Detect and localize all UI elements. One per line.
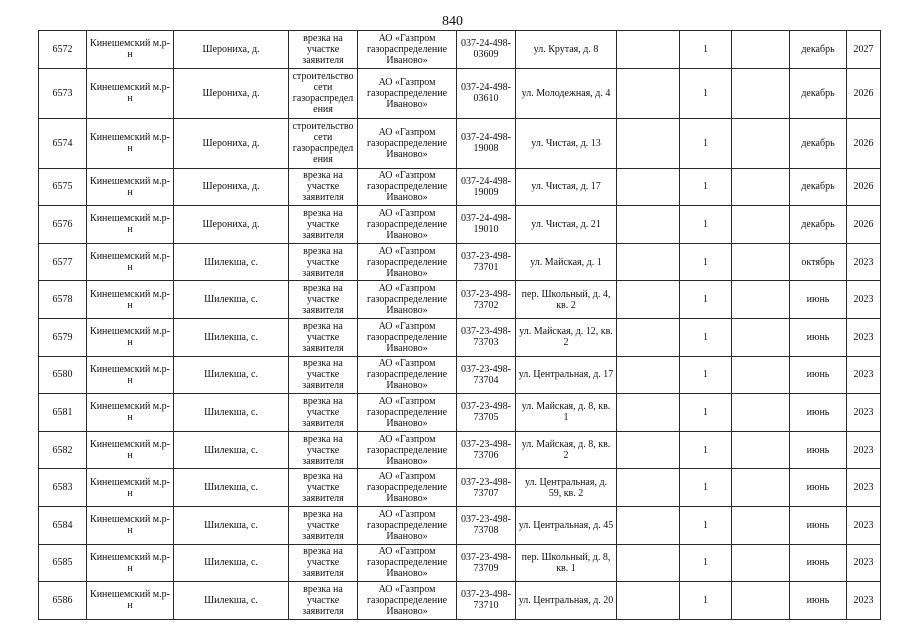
work-type-cell: врезка на участке заявителя xyxy=(289,168,358,206)
table-row xyxy=(39,431,881,469)
quantity-cell: 1 xyxy=(680,506,732,544)
settlement-cell: Шилекша, с. xyxy=(174,281,289,319)
month-cell: июнь xyxy=(790,356,847,394)
object-code-cell: 037-23-498-73701 xyxy=(457,243,516,281)
district-cell: Кинешемский м.р-н xyxy=(87,582,174,620)
quantity-cell: 1 xyxy=(680,281,732,319)
district-cell: Кинешемский м.р-н xyxy=(87,118,174,168)
settlement-cell: Шилекша, с. xyxy=(174,243,289,281)
work-type-cell: врезка на участке заявителя xyxy=(289,431,358,469)
quantity-cell: 1 xyxy=(680,168,732,206)
empty-cell xyxy=(617,168,680,206)
district-cell: Кинешемский м.р-н xyxy=(87,318,174,356)
address-cell: пер. Школьный, д. 8, кв. 1 xyxy=(516,544,617,582)
year-cell: 2023 xyxy=(847,356,881,394)
address-cell: ул. Чистая, д. 17 xyxy=(516,168,617,206)
address-cell: ул. Крутая, д. 8 xyxy=(516,31,617,69)
organization-cell: АО «Газпром газораспределение Иваново» xyxy=(358,356,457,394)
settlement-cell: Шерониха, д. xyxy=(174,31,289,69)
address-cell: ул. Майская, д. 12, кв. 2 xyxy=(516,318,617,356)
empty-cell xyxy=(617,31,680,69)
district-cell: Кинешемский м.р-н xyxy=(87,544,174,582)
row-number-cell: 6573 xyxy=(39,68,87,118)
table-row xyxy=(39,243,881,281)
month-cell: июнь xyxy=(790,582,847,620)
table-row xyxy=(39,68,881,118)
year-cell: 2023 xyxy=(847,469,881,507)
page-number: 840 xyxy=(442,14,463,29)
month-cell: декабрь xyxy=(790,68,847,118)
empty-cell xyxy=(617,582,680,620)
row-number-cell: 6581 xyxy=(39,394,87,432)
table-row xyxy=(39,506,881,544)
row-number-cell: 6572 xyxy=(39,31,87,69)
organization-cell: АО «Газпром газораспределение Иваново» xyxy=(358,31,457,69)
district-cell: Кинешемский м.р-н xyxy=(87,68,174,118)
object-code-cell: 037-23-498-73708 xyxy=(457,506,516,544)
object-code-cell: 037-23-498-73702 xyxy=(457,281,516,319)
year-cell: 2026 xyxy=(847,206,881,244)
empty-cell xyxy=(617,206,680,244)
empty-cell xyxy=(617,431,680,469)
empty-cell xyxy=(617,544,680,582)
empty-cell xyxy=(617,68,680,118)
year-cell: 2023 xyxy=(847,431,881,469)
year-cell: 2023 xyxy=(847,506,881,544)
row-number-cell: 6576 xyxy=(39,206,87,244)
row-number-cell: 6586 xyxy=(39,582,87,620)
district-cell: Кинешемский м.р-н xyxy=(87,431,174,469)
month-cell: июнь xyxy=(790,431,847,469)
work-type-cell: строительство сети газораспределения xyxy=(289,68,358,118)
quantity-cell: 1 xyxy=(680,469,732,507)
settlement-cell: Шерониха, д. xyxy=(174,68,289,118)
empty-cell xyxy=(732,544,790,582)
year-cell: 2023 xyxy=(847,544,881,582)
row-number-cell: 6575 xyxy=(39,168,87,206)
empty-cell xyxy=(732,31,790,69)
month-cell: июнь xyxy=(790,469,847,507)
settlement-cell: Шилекша, с. xyxy=(174,582,289,620)
empty-cell xyxy=(732,318,790,356)
work-type-cell: врезка на участке заявителя xyxy=(289,506,358,544)
address-cell: ул. Центральная, д. 59, кв. 2 xyxy=(516,469,617,507)
organization-cell: АО «Газпром газораспределение Иваново» xyxy=(358,243,457,281)
district-cell: Кинешемский м.р-н xyxy=(87,206,174,244)
district-cell: Кинешемский м.р-н xyxy=(87,168,174,206)
empty-cell xyxy=(617,281,680,319)
address-cell: ул. Майская, д. 1 xyxy=(516,243,617,281)
organization-cell: АО «Газпром газораспределение Иваново» xyxy=(358,544,457,582)
organization-cell: АО «Газпром газораспределение Иваново» xyxy=(358,168,457,206)
work-type-cell: врезка на участке заявителя xyxy=(289,281,358,319)
object-code-cell: 037-24-498-03610 xyxy=(457,68,516,118)
organization-cell: АО «Газпром газораспределение Иваново» xyxy=(358,118,457,168)
year-cell: 2026 xyxy=(847,168,881,206)
object-code-cell: 037-24-498-19010 xyxy=(457,206,516,244)
empty-cell xyxy=(617,118,680,168)
table-row xyxy=(39,394,881,432)
year-cell: 2023 xyxy=(847,582,881,620)
empty-cell xyxy=(617,506,680,544)
work-type-cell: врезка на участке заявителя xyxy=(289,582,358,620)
month-cell: июнь xyxy=(790,506,847,544)
work-type-cell: врезка на участке заявителя xyxy=(289,394,358,432)
quantity-cell: 1 xyxy=(680,31,732,69)
row-number-cell: 6584 xyxy=(39,506,87,544)
table-row xyxy=(39,318,881,356)
settlement-cell: Шерониха, д. xyxy=(174,168,289,206)
organization-cell: АО «Газпром газораспределение Иваново» xyxy=(358,281,457,319)
empty-cell xyxy=(617,469,680,507)
empty-cell xyxy=(732,431,790,469)
year-cell: 2026 xyxy=(847,118,881,168)
settlement-cell: Шерониха, д. xyxy=(174,206,289,244)
year-cell: 2023 xyxy=(847,394,881,432)
organization-cell: АО «Газпром газораспределение Иваново» xyxy=(358,431,457,469)
empty-cell xyxy=(732,394,790,432)
settlement-cell: Шилекша, с. xyxy=(174,544,289,582)
empty-cell xyxy=(732,281,790,319)
settlement-cell: Шилекша, с. xyxy=(174,506,289,544)
row-number-cell: 6585 xyxy=(39,544,87,582)
row-number-cell: 6582 xyxy=(39,431,87,469)
quantity-cell: 1 xyxy=(680,431,732,469)
organization-cell: АО «Газпром газораспределение Иваново» xyxy=(358,506,457,544)
empty-cell xyxy=(617,243,680,281)
year-cell: 2023 xyxy=(847,281,881,319)
empty-cell xyxy=(732,356,790,394)
month-cell: июнь xyxy=(790,394,847,432)
empty-cell xyxy=(732,68,790,118)
district-cell: Кинешемский м.р-н xyxy=(87,243,174,281)
district-cell: Кинешемский м.р-н xyxy=(87,394,174,432)
object-code-cell: 037-23-498-73707 xyxy=(457,469,516,507)
address-cell: ул. Майская, д. 8, кв. 2 xyxy=(516,431,617,469)
table-row xyxy=(39,582,881,620)
settlement-cell: Шилекша, с. xyxy=(174,356,289,394)
district-cell: Кинешемский м.р-н xyxy=(87,356,174,394)
address-cell: ул. Центральная, д. 20 xyxy=(516,582,617,620)
address-cell: ул. Майская, д. 8, кв. 1 xyxy=(516,394,617,432)
row-number-cell: 6583 xyxy=(39,469,87,507)
district-cell: Кинешемский м.р-н xyxy=(87,469,174,507)
organization-cell: АО «Газпром газораспределение Иваново» xyxy=(358,582,457,620)
month-cell: июнь xyxy=(790,281,847,319)
organization-cell: АО «Газпром газораспределение Иваново» xyxy=(358,318,457,356)
object-code-cell: 037-23-498-73709 xyxy=(457,544,516,582)
month-cell: декабрь xyxy=(790,118,847,168)
object-code-cell: 037-23-498-73703 xyxy=(457,318,516,356)
settlement-cell: Шилекша, с. xyxy=(174,318,289,356)
empty-cell xyxy=(732,118,790,168)
empty-cell xyxy=(732,206,790,244)
address-cell: ул. Чистая, д. 13 xyxy=(516,118,617,168)
empty-cell xyxy=(732,469,790,507)
empty-cell xyxy=(617,356,680,394)
month-cell: октябрь xyxy=(790,243,847,281)
organization-cell: АО «Газпром газораспределение Иваново» xyxy=(358,206,457,244)
row-number-cell: 6577 xyxy=(39,243,87,281)
quantity-cell: 1 xyxy=(680,394,732,432)
work-type-cell: врезка на участке заявителя xyxy=(289,243,358,281)
quantity-cell: 1 xyxy=(680,356,732,394)
work-type-cell: строительство сети газораспределения xyxy=(289,118,358,168)
settlement-cell: Шилекша, с. xyxy=(174,394,289,432)
empty-cell xyxy=(732,506,790,544)
empty-cell xyxy=(617,318,680,356)
organization-cell: АО «Газпром газораспределение Иваново» xyxy=(358,469,457,507)
work-type-cell: врезка на участке заявителя xyxy=(289,318,358,356)
row-number-cell: 6574 xyxy=(39,118,87,168)
table-row xyxy=(39,168,881,206)
quantity-cell: 1 xyxy=(680,318,732,356)
object-code-cell: 037-23-498-73706 xyxy=(457,431,516,469)
quantity-cell: 1 xyxy=(680,206,732,244)
object-code-cell: 037-23-498-73704 xyxy=(457,356,516,394)
work-type-cell: врезка на участке заявителя xyxy=(289,544,358,582)
quantity-cell: 1 xyxy=(680,582,732,620)
object-code-cell: 037-23-498-73705 xyxy=(457,394,516,432)
object-code-cell: 037-23-498-73710 xyxy=(457,582,516,620)
work-type-cell: врезка на участке заявителя xyxy=(289,356,358,394)
month-cell: июнь xyxy=(790,544,847,582)
empty-cell xyxy=(732,582,790,620)
address-cell: ул. Центральная, д. 45 xyxy=(516,506,617,544)
organization-cell: АО «Газпром газораспределение Иваново» xyxy=(358,394,457,432)
address-cell: ул. Молодежная, д. 4 xyxy=(516,68,617,118)
month-cell: декабрь xyxy=(790,31,847,69)
month-cell: июнь xyxy=(790,318,847,356)
year-cell: 2023 xyxy=(847,318,881,356)
organization-cell: АО «Газпром газораспределение Иваново» xyxy=(358,68,457,118)
month-cell: декабрь xyxy=(790,206,847,244)
work-type-cell: врезка на участке заявителя xyxy=(289,31,358,69)
table-row xyxy=(39,31,881,69)
gasification-register-table xyxy=(38,30,881,620)
district-cell: Кинешемский м.р-н xyxy=(87,31,174,69)
year-cell: 2023 xyxy=(847,243,881,281)
empty-cell xyxy=(732,243,790,281)
table-row xyxy=(39,469,881,507)
work-type-cell: врезка на участке заявителя xyxy=(289,469,358,507)
district-cell: Кинешемский м.р-н xyxy=(87,506,174,544)
year-cell: 2026 xyxy=(847,68,881,118)
month-cell: декабрь xyxy=(790,168,847,206)
address-cell: ул. Чистая, д. 21 xyxy=(516,206,617,244)
table-row xyxy=(39,544,881,582)
empty-cell xyxy=(732,168,790,206)
table-row xyxy=(39,356,881,394)
quantity-cell: 1 xyxy=(680,68,732,118)
object-code-cell: 037-24-498-19009 xyxy=(457,168,516,206)
table-row xyxy=(39,118,881,168)
settlement-cell: Шилекша, с. xyxy=(174,469,289,507)
row-number-cell: 6580 xyxy=(39,356,87,394)
object-code-cell: 037-24-498-03609 xyxy=(457,31,516,69)
settlement-cell: Шилекша, с. xyxy=(174,431,289,469)
address-cell: пер. Школьный, д. 4, кв. 2 xyxy=(516,281,617,319)
address-cell: ул. Центральная, д. 17 xyxy=(516,356,617,394)
quantity-cell: 1 xyxy=(680,243,732,281)
work-type-cell: врезка на участке заявителя xyxy=(289,206,358,244)
row-number-cell: 6579 xyxy=(39,318,87,356)
table-row xyxy=(39,206,881,244)
object-code-cell: 037-24-498-19008 xyxy=(457,118,516,168)
quantity-cell: 1 xyxy=(680,544,732,582)
quantity-cell: 1 xyxy=(680,118,732,168)
empty-cell xyxy=(617,394,680,432)
table-row xyxy=(39,281,881,319)
settlement-cell: Шерониха, д. xyxy=(174,118,289,168)
year-cell: 2027 xyxy=(847,31,881,69)
row-number-cell: 6578 xyxy=(39,281,87,319)
district-cell: Кинешемский м.р-н xyxy=(87,281,174,319)
